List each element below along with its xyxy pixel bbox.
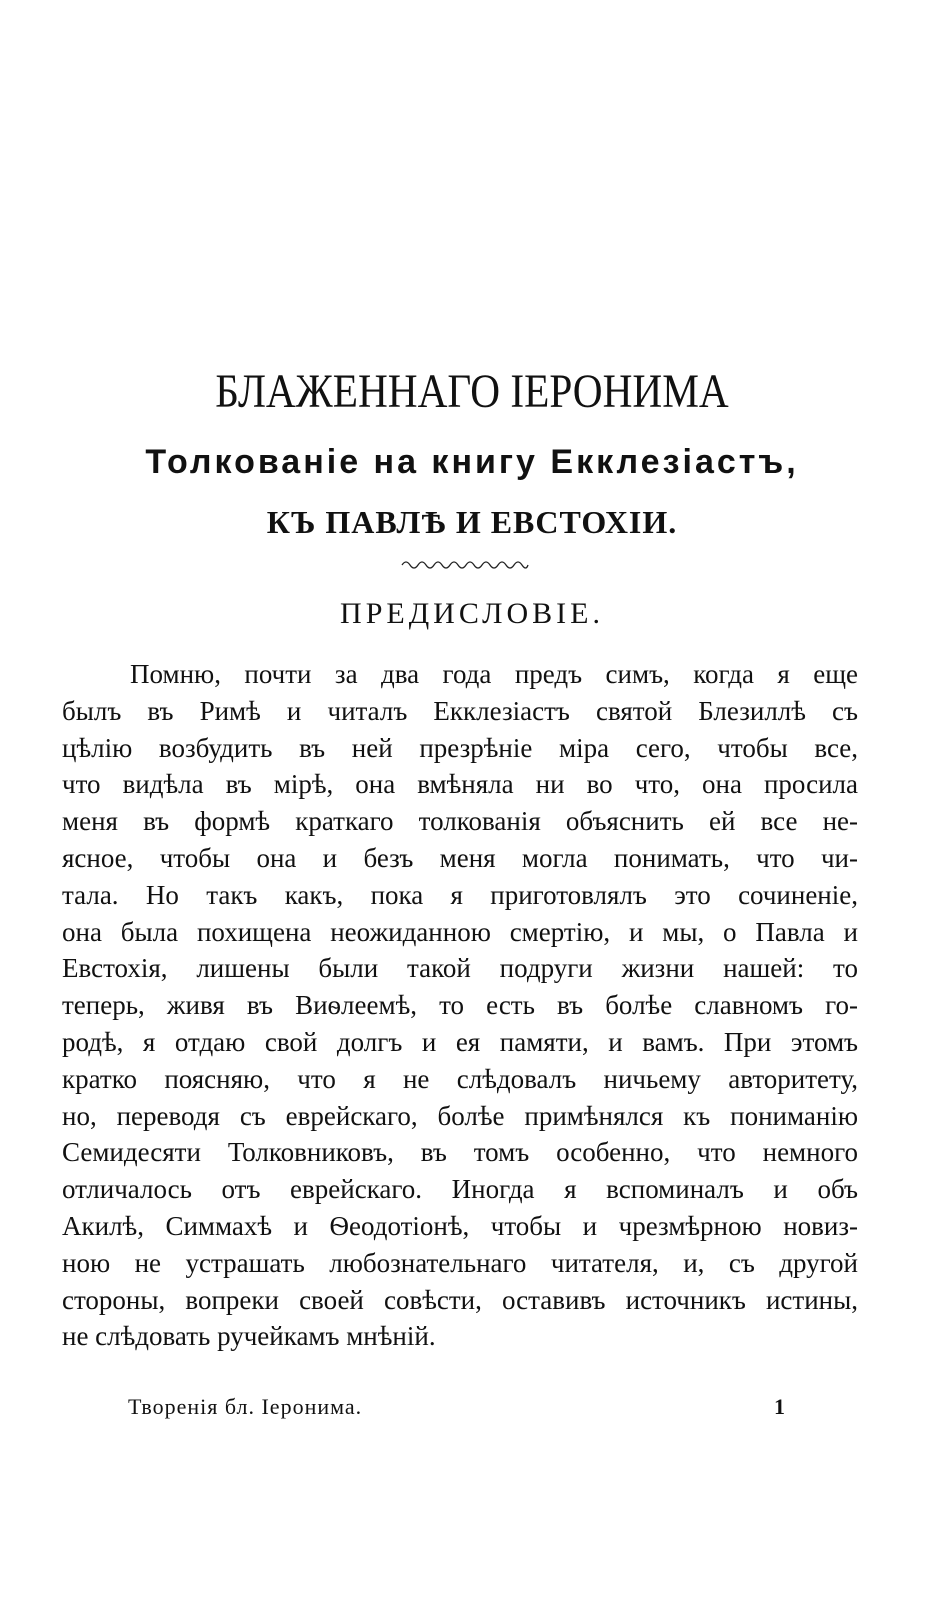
- text-line: ясное, чтобы она и безъ меня могла понимать, что чи-: [62, 842, 858, 873]
- text-line: теперь, живя въ Виѳлеемѣ, то есть въ болѣе славномъ го-: [62, 990, 858, 1021]
- body-paragraph: [62, 656, 858, 1355]
- text-line: Помню, почти за два года предъ симъ, когда я еще: [130, 659, 858, 689]
- text-line: отличалось отъ еврейскаго. Иногда я вспоминалъ и объ: [62, 1174, 858, 1205]
- text-line: Евстохія, лишены были такой подруги жизни нашей: то: [62, 953, 858, 984]
- text-line: стороны, вопреки своей совѣсти, оставивъ источникъ истины,: [62, 1284, 858, 1315]
- text-line: но, переводя съ еврейскаго, болѣе примѣнялся къ пониманію: [62, 1100, 858, 1131]
- text-line: она была похищена неожиданною смертію, и мы, о Павла и: [62, 916, 858, 947]
- text-line: кратко поясняю, что я не слѣдовалъ ничьему авторитету,: [62, 1063, 858, 1094]
- section-heading: ПРЕДИСЛОВІЕ.: [340, 597, 604, 630]
- text-line: ною не устрашать любознательнаго читателя, и, съ другой: [62, 1247, 858, 1278]
- text-line: Акилѣ, Симмахѣ и Ѳеодотіонѣ, чтобы и чрезмѣрною новиз-: [62, 1210, 858, 1241]
- text-line: не слѣдовать ручейкамъ мнѣній.: [62, 1321, 436, 1352]
- page-title: БЛАЖЕННАГО ІЕРОНИМА: [215, 365, 729, 418]
- wavy-rule-ornament: [400, 558, 530, 572]
- text-line: цѣлію возбудить въ ней презрѣніе міра сего, чтобы все,: [62, 732, 858, 763]
- text-line: меня въ формѣ краткаго толкованія объяснить ей все не-: [62, 806, 858, 837]
- work-title: Толкованіе на книгу Екклезіастъ,: [145, 443, 799, 481]
- text-line: что видѣла въ мірѣ, она вмѣняла ни во что, она просила: [62, 769, 858, 800]
- text-line: Семидесяти Толковниковъ, въ томъ особенно, что немного: [62, 1137, 858, 1168]
- dedication-line: КЪ ПАВЛѢ И ЕВСТОХІИ.: [266, 504, 678, 540]
- text-line: былъ въ Римѣ и читалъ Екклезіастъ святой Блезиллѣ съ: [62, 695, 858, 726]
- text-line: тала. Но такъ какъ, пока я приготовлялъ это сочиненіе,: [62, 879, 858, 910]
- text-line: родѣ, я отдаю свой долгъ и ея памяти, и вамъ. При этомъ: [62, 1026, 858, 1057]
- page-number: 1: [774, 1394, 785, 1419]
- footer-signature: Творенія бл. Іеронима.: [128, 1394, 363, 1419]
